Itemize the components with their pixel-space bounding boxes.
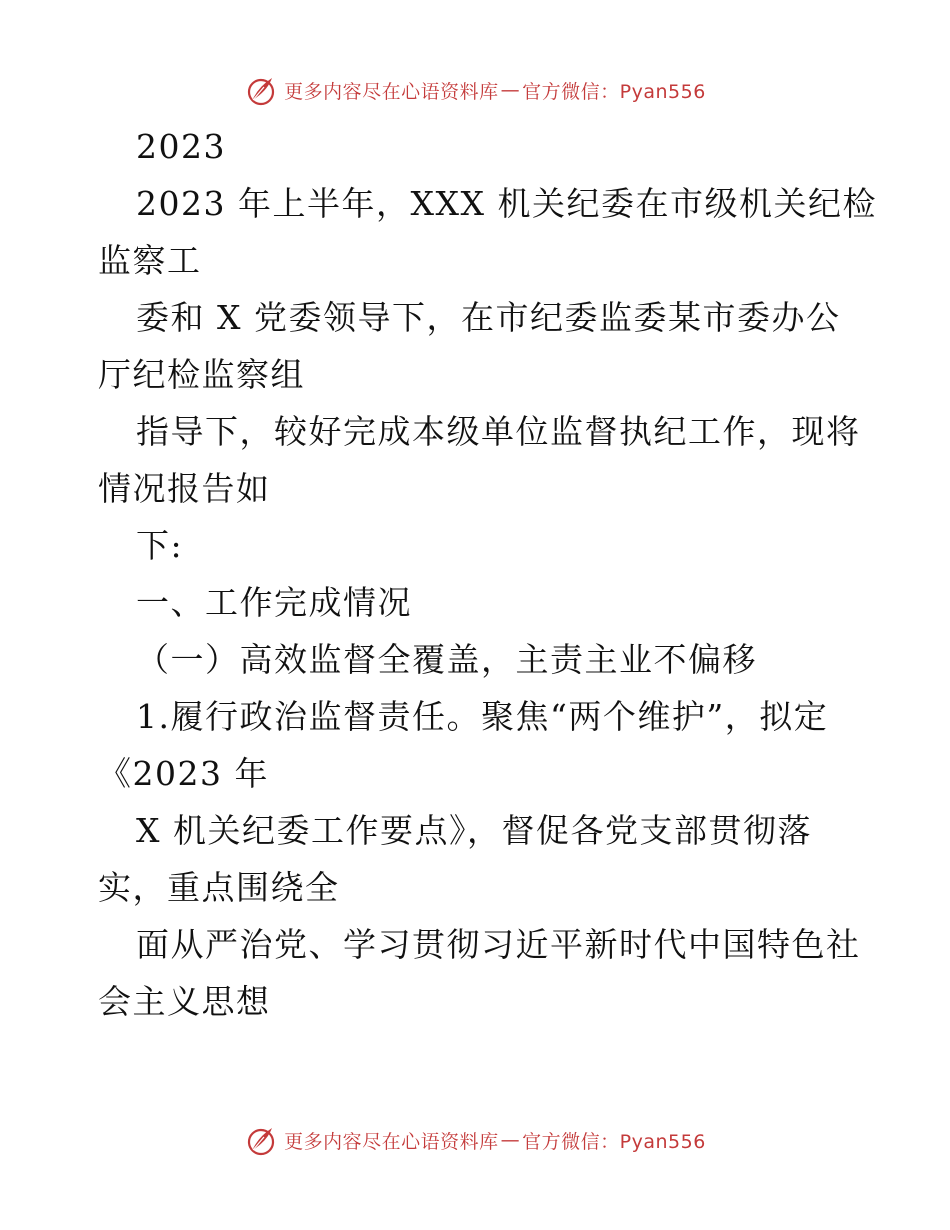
doc-line: 2023 (136, 127, 226, 166)
doc-line: 2023 年上半年，XXX 机关纪委在市级机关纪检 (136, 184, 877, 223)
doc-line: 监察工 (98, 241, 202, 280)
doc-line: 一、工作完成情况 (136, 583, 412, 622)
doc-line: 1.履行政治监督责任。聚焦“两个维护”，拟定 (136, 697, 829, 736)
doc-line: 委和 X 党委领导下，在市纪委监委某市委办公 (136, 298, 841, 337)
doc-line: 面从严治党、学习贯彻习近平新时代中国特色社 (136, 925, 861, 964)
watermark-suffix: 官方微信：Pyan556 (522, 80, 706, 103)
doc-line: 情况报告如 (98, 469, 271, 508)
doc-line: 厅纪检监察组 (98, 355, 305, 394)
doc-line: 下: (136, 526, 184, 565)
watermark-text: 更多内容尽在心语资料库 (284, 80, 499, 103)
footer-watermark (0, 1120, 950, 1160)
watermark-suffix: 官方微信：Pyan556 (522, 1130, 706, 1153)
doc-line: 实，重点围绕全 (98, 868, 340, 907)
doc-line: 指导下，较好完成本级单位监督执纪工作，现将 (136, 412, 861, 451)
doc-line: （一）高效监督全覆盖，主责主业不偏移 (136, 640, 757, 679)
feather-pen-logo-icon (244, 73, 278, 107)
document-body (98, 118, 877, 1030)
doc-line: 《2023 年 (98, 754, 269, 793)
doc-line: 会主义思想 (98, 982, 271, 1021)
watermark-separator: — (500, 79, 521, 101)
header-watermark (0, 70, 950, 110)
feather-pen-logo-icon (244, 1123, 278, 1157)
watermark-separator: — (500, 1129, 521, 1151)
watermark-text: 更多内容尽在心语资料库 (284, 1130, 499, 1153)
doc-line: X 机关纪委工作要点》，督促各党支部贯彻落 (136, 811, 812, 850)
